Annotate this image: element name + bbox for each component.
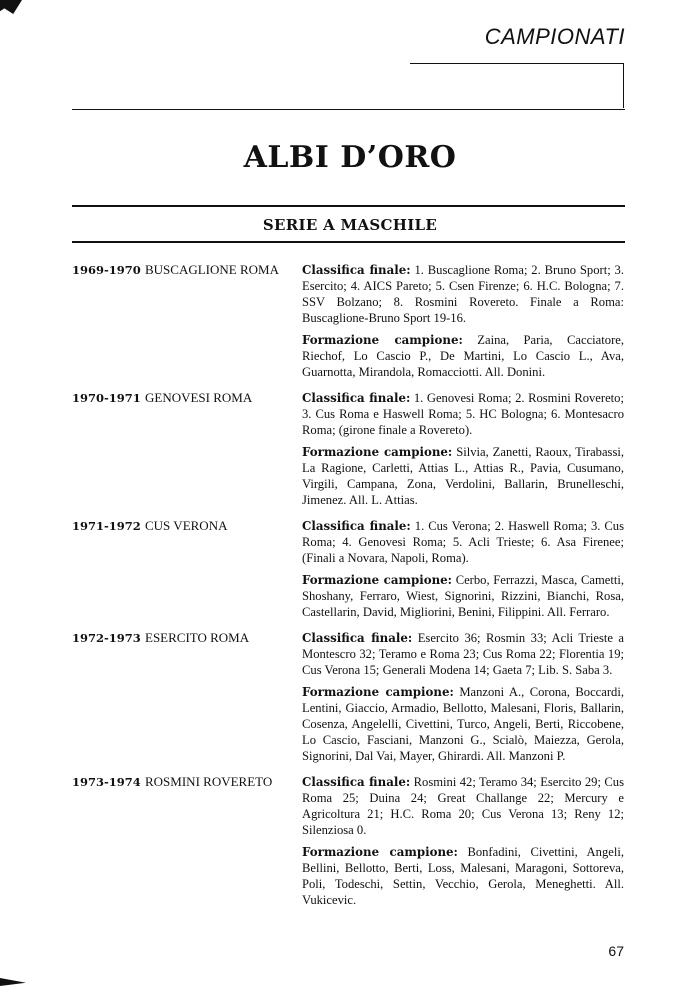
header-rule (72, 109, 625, 110)
final-standings-text: 1. Genovesi Roma; 2. Rosmini Rovereto; 3. Cus Roma e Haswell Roma; 5. HC Bologna; 6. Montesacro Roma; (girone finale a Rovereto). (302, 391, 624, 437)
final-standings-text: 1. Buscaglione Roma; 2. Bruno Sport; 3. Esercito; 4. AICS Pareto; 5. Csen Firenze; 6. H.C. Bologna; 7. SSV Bolzano; 8. Rosmini Rovereto. Finale a Roma: Buscaglione-Bruno Sport 19-16. (302, 263, 624, 325)
season-details (302, 518, 624, 620)
season-years: 1970-1971 (72, 391, 141, 405)
corner-registration-mark (0, 0, 22, 14)
page-number: 67 (608, 943, 624, 959)
season-details (302, 390, 624, 508)
final-standings (302, 518, 624, 566)
champion-team: ESERCITO ROMA (145, 630, 250, 645)
champion-roster (302, 444, 624, 508)
bottom-edge-mark (0, 978, 26, 986)
champion-roster-text: Manzoni A., Corona, Boccardi, Lentini, Giaccio, Armadio, Bellotto, Malesani, Floris, Ballarin, Cosenza, Angelelli, Civettini, Turco, Angeli, Berti, Riccobene, Lo Cascio, Fasciani, Manzoni G., Scialò, Maiezza, Gerola, Signorini, Dal Vai, Mayer, Ghirardi. All. Manzoni P. (302, 685, 624, 763)
running-header: CAMPIONATI (484, 24, 625, 49)
champion-roster-text: Zaina, Paria, Cacciatore, Riechof, Lo Cascio P., De Martini, Lo Cascio L., Ava, Guarnotta, Mirandola, Romacciotti. All. Donini. (302, 333, 624, 379)
champion-team: GENOVESI ROMA (145, 390, 253, 405)
season-years: 1972-1973 (72, 631, 141, 645)
page-title: ALBI D’ORO (243, 140, 457, 175)
season-entry (72, 262, 625, 380)
season-details (302, 774, 624, 908)
champion-roster-text: Silvia, Zanetti, Raoux, Tirabassi, La Ragione, Carletti, Attias L., Attias R., Pavia, Cusumano, Virgili, Campana, Zona, Verdolini, Ballarin, Brunelleschi, Jimenez. All. L. Attias. (302, 445, 624, 507)
season-years: 1969-1970 (72, 263, 141, 277)
season-entry (72, 390, 625, 508)
final-standings-text: Esercito 36; Rosmin 33; Acli Trieste a Montescro 32; Teramo e Roma 23; Cus Roma 22; Florentia 19; Cus Verona 15; Generali Modena 14; Gaeta 7; Lib. S. Saba 3. (302, 631, 624, 677)
season-years: 1971-1972 (72, 519, 141, 533)
header-frame (410, 63, 624, 108)
final-standings (302, 630, 624, 678)
subtitle-top-rule (72, 205, 625, 207)
final-standings-text: 1. Cus Verona; 2. Haswell Roma; 3. Cus Roma; 4. Genovesi Roma; 5. Acli Trieste; 6. Asa Firenee; (Finali a Novara, Napoli, Roma). (302, 519, 625, 565)
champion-roster (302, 844, 624, 908)
season-entry (72, 630, 625, 764)
subtitle-bottom-rule (72, 241, 625, 243)
final-standings-label: Classifica finale: (302, 631, 413, 645)
final-standings (302, 390, 624, 438)
champion-roster-text: Bonfadini, Civettini, Angeli, Bellini, Bellotto, Berti, Loss, Malesani, Maragoni, Sottoreva, Poli, Todeschi, Settin, Vecchio, Gerola, Meneghetti. All. Vukicevic. (302, 845, 624, 907)
champion-roster (302, 684, 624, 764)
champion-roster (302, 332, 624, 380)
champion-roster-label: Formazione campione: (302, 573, 453, 587)
champion-roster (302, 572, 624, 620)
season-entry (72, 518, 625, 620)
champion-team: BUSCAGLIONE ROMA (145, 262, 279, 277)
champion-team: CUS VERONA (145, 518, 228, 533)
champion-roster-label: Formazione campione: (302, 445, 453, 459)
final-standings (302, 262, 624, 326)
champion-roster-label: Formazione campione: (302, 333, 463, 347)
champion-roster-text: Cerbo, Ferrazzi, Masca, Cametti, Shoshany, Ferraro, Wiest, Signorini, Rizzini, Bianchi, Rosa, Castellarin, David, Migliorini, Benini, Filippini. All. Ferraro. (302, 573, 624, 619)
champions-list (72, 262, 625, 918)
season-details (302, 630, 624, 764)
final-standings (302, 774, 624, 838)
champion-team: ROSMINI ROVERETO (145, 774, 273, 789)
champion-roster-label: Formazione campione: (302, 685, 454, 699)
section-subtitle: SERIE A MASCHILE (262, 216, 438, 234)
final-standings-label: Classifica finale: (302, 519, 411, 533)
season-entry (72, 774, 625, 908)
final-standings-text: Rosmini 42; Teramo 34; Esercito 29; Cus Roma 25; Duina 24; Great Challange 22; Mercury e Agricoltura 21; H.C. Roma 20; Cus Verona 13; Reny 12; Silenziosa 0. (302, 775, 624, 837)
season-years: 1973-1974 (72, 775, 141, 789)
final-standings-label: Classifica finale: (302, 391, 411, 405)
season-details (302, 262, 624, 380)
final-standings-label: Classifica finale: (302, 263, 411, 277)
champion-roster-label: Formazione campione: (302, 845, 458, 859)
final-standings-label: Classifica finale: (302, 775, 411, 789)
